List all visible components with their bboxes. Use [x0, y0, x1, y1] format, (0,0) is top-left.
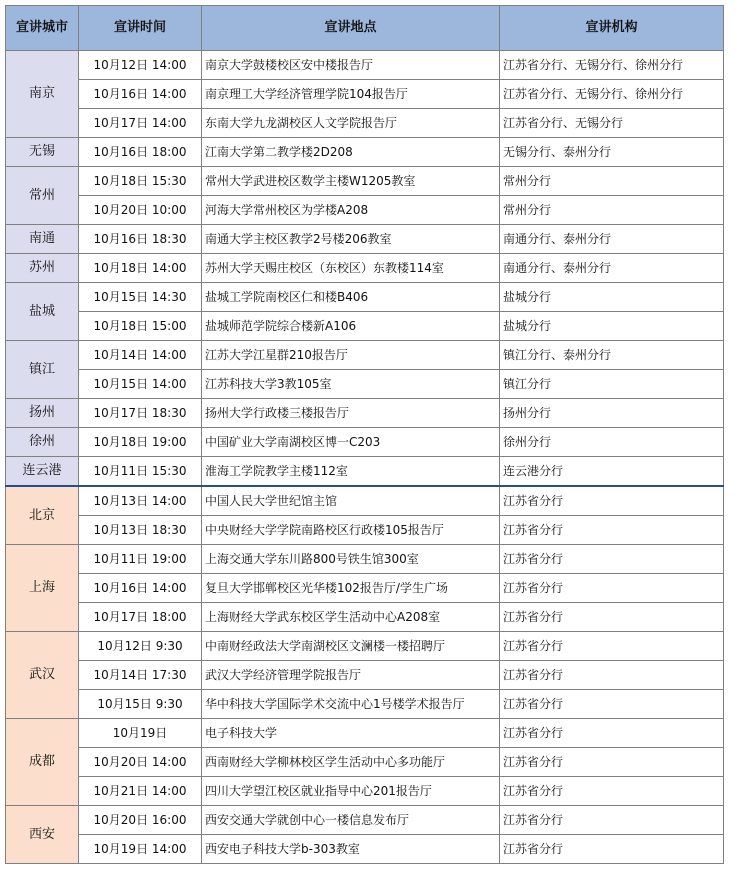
time-cell: 10月20日 10:00 [79, 196, 202, 225]
org-cell: 江苏省分行、无锡分行、徐州分行 [500, 80, 724, 109]
org-cell: 江苏省分行 [500, 835, 724, 864]
table-row [6, 254, 724, 283]
time-cell: 10月15日 14:30 [79, 283, 202, 312]
org-cell: 江苏省分行 [500, 661, 724, 690]
place-cell: 苏州大学天赐庄校区（东校区）东教楼114室 [202, 254, 500, 283]
table-row [6, 312, 724, 341]
table-header [6, 6, 724, 51]
place-cell: 河海大学常州校区为学楼A208 [202, 196, 500, 225]
table-row [6, 516, 724, 545]
org-cell: 江苏省分行 [500, 603, 724, 632]
city-cell: 扬州 [6, 399, 79, 428]
time-cell: 10月18日 14:00 [79, 254, 202, 283]
place-cell: 淮海工学院教学主楼112室 [202, 457, 500, 487]
city-cell: 武汉 [6, 632, 79, 719]
table-row [6, 661, 724, 690]
org-cell: 常州分行 [500, 167, 724, 196]
time-cell: 10月16日 18:00 [79, 138, 202, 167]
table-row [6, 109, 724, 138]
org-cell: 江苏省分行、无锡分行、徐州分行 [500, 51, 724, 80]
org-cell: 连云港分行 [500, 457, 724, 487]
time-cell: 10月19日 [79, 719, 202, 748]
org-cell: 扬州分行 [500, 399, 724, 428]
table-row [6, 457, 724, 487]
place-cell: 中国人民大学世纪馆主馆 [202, 486, 500, 516]
place-cell: 扬州大学行政楼三楼报告厅 [202, 399, 500, 428]
table-body [6, 51, 724, 864]
time-cell: 10月18日 19:00 [79, 428, 202, 457]
place-cell: 电子科技大学 [202, 719, 500, 748]
place-cell: 中央财经大学学院南路校区行政楼105报告厅 [202, 516, 500, 545]
org-cell: 无锡分行、泰州分行 [500, 138, 724, 167]
org-cell: 镇江分行、泰州分行 [500, 341, 724, 370]
place-cell: 上海财经大学武东校区学生活动中心A208室 [202, 603, 500, 632]
time-cell: 10月17日 18:30 [79, 399, 202, 428]
org-cell: 江苏省分行 [500, 516, 724, 545]
place-cell: 中南财经政法大学南湖校区文澜楼一楼招聘厅 [202, 632, 500, 661]
city-cell: 盐城 [6, 283, 79, 341]
time-cell: 10月16日 18:30 [79, 225, 202, 254]
table-row [6, 486, 724, 516]
header-place: 宣讲地点 [202, 6, 500, 51]
time-cell: 10月15日 14:00 [79, 370, 202, 399]
org-cell: 南通分行、泰州分行 [500, 254, 724, 283]
city-cell: 徐州 [6, 428, 79, 457]
place-cell: 西安电子科技大学b-303教室 [202, 835, 500, 864]
table-row [6, 545, 724, 574]
place-cell: 江苏科技大学3教105室 [202, 370, 500, 399]
table-row [6, 138, 724, 167]
table-row [6, 51, 724, 80]
place-cell: 江苏大学江星群210报告厅 [202, 341, 500, 370]
place-cell: 武汉大学经济管理学院报告厅 [202, 661, 500, 690]
org-cell: 江苏省分行 [500, 486, 724, 516]
header-row [6, 6, 724, 51]
table-row [6, 80, 724, 109]
city-cell: 上海 [6, 545, 79, 632]
time-cell: 10月20日 14:00 [79, 748, 202, 777]
time-cell: 10月13日 14:00 [79, 486, 202, 516]
table-row [6, 690, 724, 719]
time-cell: 10月16日 14:00 [79, 80, 202, 109]
table-row [6, 196, 724, 225]
table-row [6, 806, 724, 835]
time-cell: 10月12日 14:00 [79, 51, 202, 80]
time-cell: 10月17日 14:00 [79, 109, 202, 138]
table-row [6, 777, 724, 806]
table-row [6, 225, 724, 254]
place-cell: 复旦大学邯郸校区光华楼102报告厅/学生广场 [202, 574, 500, 603]
table-row [6, 167, 724, 196]
table-row [6, 603, 724, 632]
header-org: 宣讲机构 [500, 6, 724, 51]
time-cell: 10月15日 9:30 [79, 690, 202, 719]
city-cell: 无锡 [6, 138, 79, 167]
place-cell: 盐城师范学院综合楼新A106 [202, 312, 500, 341]
org-cell: 江苏省分行 [500, 748, 724, 777]
city-cell: 南通 [6, 225, 79, 254]
time-cell: 10月18日 15:00 [79, 312, 202, 341]
time-cell: 10月11日 15:30 [79, 457, 202, 487]
place-cell: 西南财经大学柳林校区学生活动中心多功能厅 [202, 748, 500, 777]
org-cell: 江苏省分行 [500, 632, 724, 661]
city-cell: 成都 [6, 719, 79, 806]
city-cell: 北京 [6, 486, 79, 545]
place-cell: 西安交通大学就创中心一楼信息发布厅 [202, 806, 500, 835]
org-cell: 江苏省分行 [500, 574, 724, 603]
table-row [6, 428, 724, 457]
time-cell: 10月21日 14:00 [79, 777, 202, 806]
time-cell: 10月17日 18:00 [79, 603, 202, 632]
city-cell: 苏州 [6, 254, 79, 283]
org-cell: 镇江分行 [500, 370, 724, 399]
org-cell: 徐州分行 [500, 428, 724, 457]
time-cell: 10月19日 14:00 [79, 835, 202, 864]
table-row [6, 370, 724, 399]
org-cell: 南通分行、泰州分行 [500, 225, 724, 254]
city-cell: 常州 [6, 167, 79, 225]
time-cell: 10月16日 14:00 [79, 574, 202, 603]
time-cell: 10月20日 16:00 [79, 806, 202, 835]
time-cell: 10月12日 9:30 [79, 632, 202, 661]
city-cell: 镇江 [6, 341, 79, 399]
place-cell: 上海交通大学东川路800号铁生馆300室 [202, 545, 500, 574]
place-cell: 常州大学武进校区数学主楼W1205教室 [202, 167, 500, 196]
place-cell: 东南大学九龙湖校区人文学院报告厅 [202, 109, 500, 138]
org-cell: 江苏省分行 [500, 545, 724, 574]
place-cell: 四川大学望江校区就业指导中心201报告厅 [202, 777, 500, 806]
header-time: 宣讲时间 [79, 6, 202, 51]
table-row [6, 574, 724, 603]
table-row [6, 835, 724, 864]
place-cell: 华中科技大学国际学术交流中心1号楼学术报告厅 [202, 690, 500, 719]
table-row [6, 283, 724, 312]
org-cell: 江苏省分行 [500, 719, 724, 748]
place-cell: 江南大学第二教学楼2D208 [202, 138, 500, 167]
time-cell: 10月18日 15:30 [79, 167, 202, 196]
time-cell: 10月13日 18:30 [79, 516, 202, 545]
place-cell: 南京大学鼓楼校区安中楼报告厅 [202, 51, 500, 80]
place-cell: 中国矿业大学南湖校区博一C203 [202, 428, 500, 457]
city-cell: 南京 [6, 51, 79, 138]
time-cell: 10月11日 19:00 [79, 545, 202, 574]
org-cell: 盐城分行 [500, 312, 724, 341]
time-cell: 10月14日 17:30 [79, 661, 202, 690]
table-row [6, 399, 724, 428]
header-city: 宣讲城市 [6, 6, 79, 51]
org-cell: 江苏省分行、无锡分行 [500, 109, 724, 138]
city-cell: 西安 [6, 806, 79, 864]
org-cell: 常州分行 [500, 196, 724, 225]
time-cell: 10月14日 14:00 [79, 341, 202, 370]
org-cell: 盐城分行 [500, 283, 724, 312]
org-cell: 江苏省分行 [500, 806, 724, 835]
place-cell: 南京理工大学经济管理学院104报告厅 [202, 80, 500, 109]
table-row [6, 632, 724, 661]
place-cell: 南通大学主校区教学2号楼206教室 [202, 225, 500, 254]
recruitment-schedule-table [5, 5, 724, 864]
city-cell: 连云港 [6, 457, 79, 487]
org-cell: 江苏省分行 [500, 777, 724, 806]
org-cell: 江苏省分行 [500, 690, 724, 719]
table-row [6, 719, 724, 748]
table-row [6, 748, 724, 777]
table-row [6, 341, 724, 370]
place-cell: 盐城工学院南校区仁和楼B406 [202, 283, 500, 312]
